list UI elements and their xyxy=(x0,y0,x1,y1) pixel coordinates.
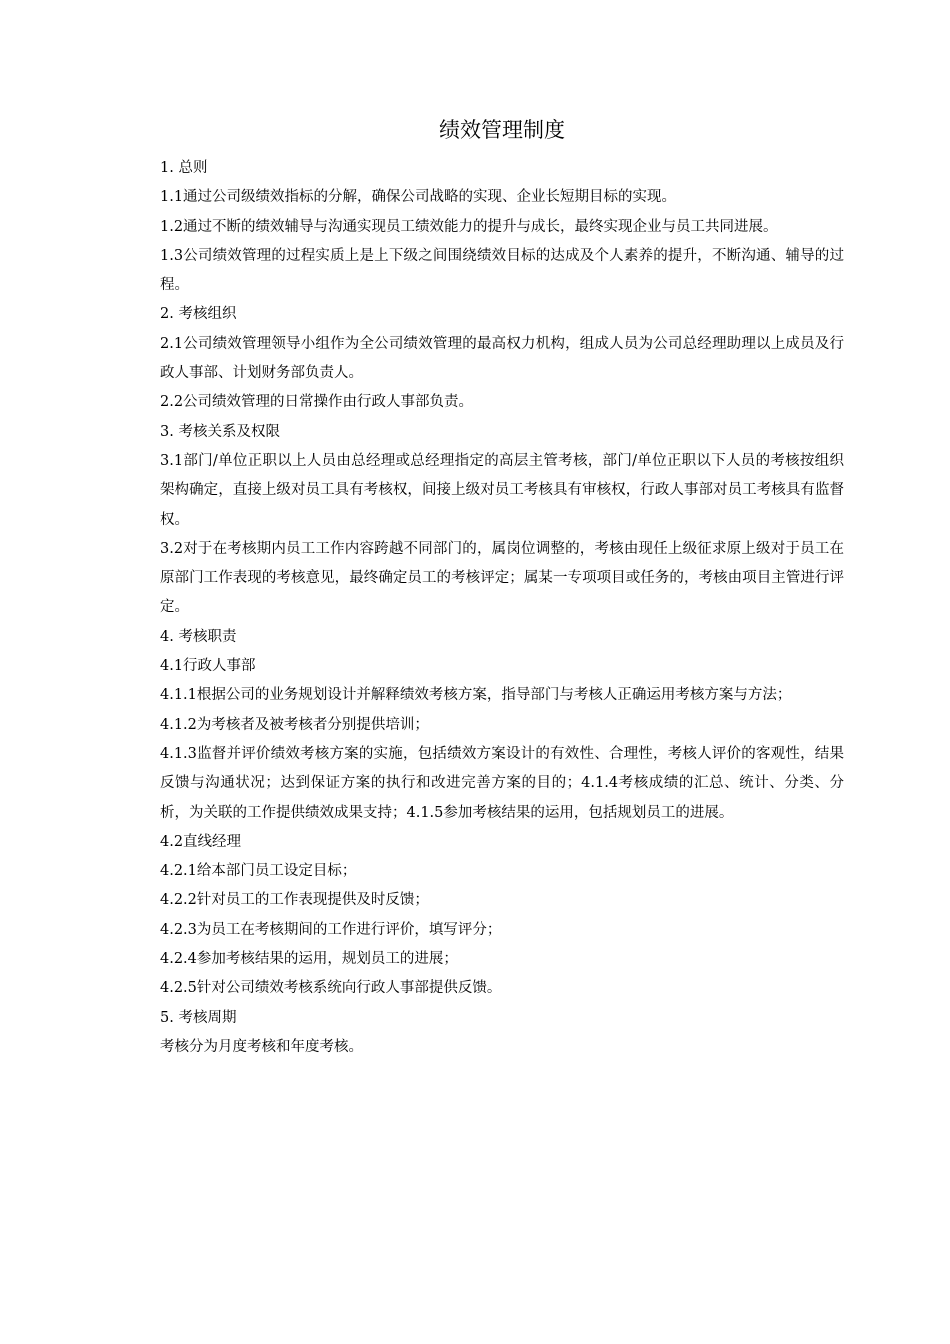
paragraph-4-2-1: 4.2.1给本部门员工设定目标； xyxy=(160,863,357,880)
paragraph-4-2-3: 4.2.3为员工在考核期间的工作进行评价，填写评分； xyxy=(160,921,502,938)
document-page xyxy=(160,112,844,1062)
paragraph-5: 考核分为月度考核和年度考核。 xyxy=(160,1038,363,1055)
paragraph-4-2-4: 4.2.4参加考核结果的运用，规划员工的进展； xyxy=(160,951,458,968)
paragraph-2-1: 2.1公司绩效管理领导小组作为全公司绩效管理的最高权力机构，组成人员为公司总经理助理以上成员及行政人事部、计划财务部负责人。 xyxy=(160,335,844,382)
paragraph-1-3: 1.3公司绩效管理的过程实质上是上下级之间围绕绩效目标的达成及个人素养的提升，不断沟通、辅导的过程。 xyxy=(160,247,844,294)
paragraph-1-2: 1.2通过不断的绩效辅导与沟通实现员工绩效能力的提升与成长，最终实现企业与员工共同进展。 xyxy=(160,218,778,235)
section-heading-1: 1. 总则 xyxy=(160,160,208,176)
paragraph-4-2-2: 4.2.2针对员工的工作表现提供及时反馈； xyxy=(160,892,429,909)
paragraph-4-1-3: 4.1.3监督并评价绩效考核方案的实施，包括绩效方案设计的有效性、合理性，考核人评价的客观性，结果反馈与沟通状况；达到保证方案的执行和改进完善方案的目的；4.1.4考核成绩的汇总、统计、分类、分析，为关联的工作提供绩效成果支持；4.1.5参加考核结果的运用，包括规划员工的进展。 xyxy=(160,745,844,821)
paragraph-1-1: 1.1通过公司级绩效指标的分解，确保公司战略的实现、企业长短期目标的实现。 xyxy=(160,189,677,206)
paragraph-4-1-2: 4.1.2为考核者及被考核者分别提供培训； xyxy=(160,716,429,733)
section-heading-3: 3. 考核关系及权限 xyxy=(160,423,280,440)
paragraph-3-1: 3.1部门/单位正职以上人员由总经理或总经理指定的高层主管考核，部门/单位正职以下人员的考核按组织架构确定，直接上级对员工具有考核权，间接上级对员工考核具有审核权，行政人事部对员工考核具有监督权。 xyxy=(160,452,844,528)
paragraph-2-2: 2.2公司绩效管理的日常操作由行政人事部负责。 xyxy=(160,394,474,411)
section-heading-5: 5. 考核周期 xyxy=(160,1009,237,1026)
paragraph-3-2: 3.2对于在考核期内员工工作内容跨越不同部门的，属岗位调整的，考核由现任上级征求原上级对于员工在原部门工作表现的考核意见，最终确定员工的考核评定；属某一专项项目或任务的，考核由项目主管进行评定。 xyxy=(160,540,844,616)
paragraph-4-2-5: 4.2.5针对公司绩效考核系统向行政人事部提供反馈。 xyxy=(160,980,502,997)
section-heading-2: 2. 考核组织 xyxy=(160,306,237,323)
section-heading-4: 4. 考核职责 xyxy=(160,628,237,645)
subsection-heading-4-2: 4.2直线经理 xyxy=(160,833,242,850)
document-title: 绩效管理制度 xyxy=(439,118,565,142)
paragraph-4-1-1: 4.1.1根据公司的业务规划设计并解释绩效考核方案，指导部门与考核人正确运用考核方案与方法； xyxy=(160,687,792,704)
subsection-heading-4-1: 4.1行政人事部 xyxy=(160,658,256,675)
